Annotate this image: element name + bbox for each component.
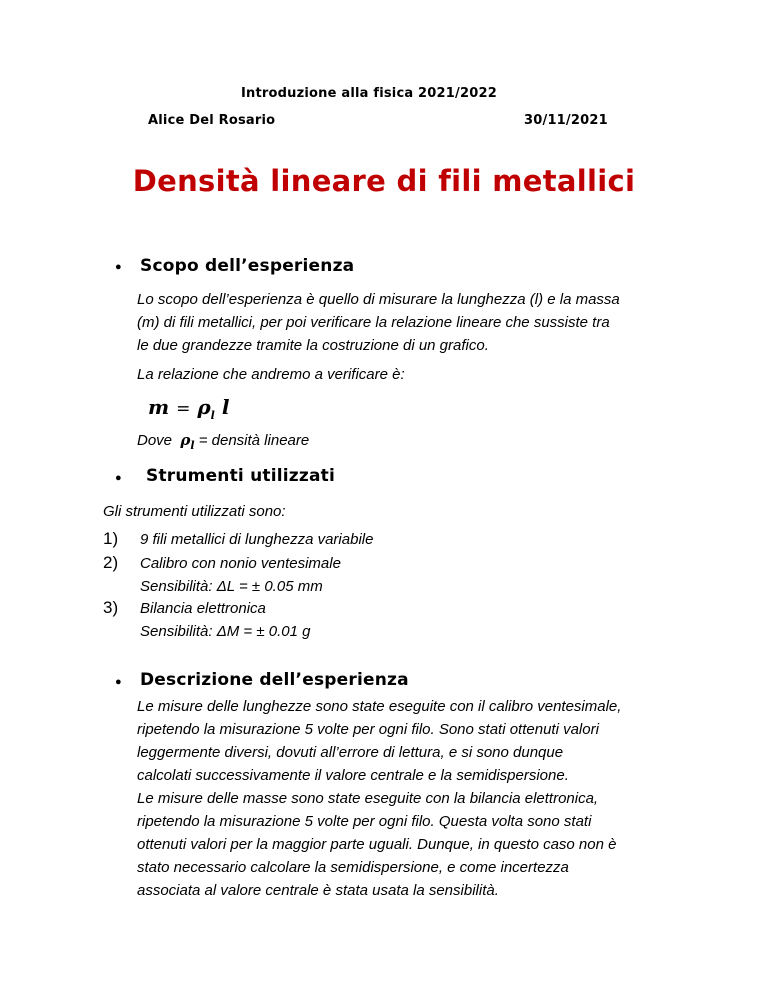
formula-rhs: l (221, 395, 230, 419)
list-number: 3) (103, 598, 119, 617)
paragraph-line: Lo scopo dell’esperienza è quello di misurare la lunghezza (l) e la massa (137, 291, 620, 308)
section-heading-descrizione: Descrizione dell’esperienza (140, 670, 409, 690)
author-name: Alice Del Rosario (148, 113, 276, 128)
list-item: Calibro con nonio ventesimale (140, 555, 341, 572)
list-item: 9 fili metallici di lunghezza variabile (140, 531, 374, 548)
bullet-icon: ● (115, 676, 122, 688)
paragraph-line: le due grandezze tramite la costruzione di un grafico. (137, 337, 489, 354)
list-item-detail: Sensibilità: ΔL = ± 0.05 mm (140, 578, 323, 595)
formula-rho: ρ (197, 395, 211, 419)
paragraph-line: (m) di fili metallici, per poi verificare la relazione lineare che sussiste tra (137, 314, 610, 331)
paragraph-line: Le misure delle lunghezze sono state eseguite con il calibro ventesimale, (137, 698, 622, 715)
instruments-intro: Gli strumenti utilizzati sono: (103, 503, 286, 520)
bullet-icon: ● (115, 472, 122, 484)
report-date: 30/11/2021 (524, 113, 608, 128)
paragraph-line: leggermente diversi, dovuti all’errore di lettura, e si sono dunque (137, 744, 564, 761)
where-meaning: = densità lineare (198, 432, 310, 449)
formula (148, 395, 229, 422)
formula-equals: = (176, 399, 191, 419)
list-number: 2) (103, 553, 119, 572)
paragraph-line: calcolati successivamente il valore centrale e la semidispersione. (137, 767, 569, 784)
paragraph-line: Le misure delle masse sono state eseguite con la bilancia elettronica, (137, 790, 599, 807)
list-item: Bilancia elettronica (140, 600, 266, 617)
formula-subscript: l (210, 409, 215, 422)
paragraph-line: ottenuti valori per la maggior parte uguali. Dunque, in questo caso non è (137, 836, 617, 853)
course-title: Introduzione alla fisica 2021/2022 (241, 86, 497, 101)
document-title: Densità lineare di fili metallici (132, 164, 636, 198)
where-word: Dove (137, 432, 173, 449)
bullet-icon: ● (115, 261, 122, 273)
formula-lhs: m (148, 395, 170, 419)
list-item-detail: Sensibilità: ΔM = ± 0.01 g (140, 623, 311, 640)
section-heading-scopo: Scopo dell’esperienza (140, 256, 355, 276)
paragraph-line: associata al valore centrale è stata usata la sensibilità. (137, 882, 499, 899)
where-symbol: $\rho_l$ (180, 431, 195, 452)
relation-intro: La relazione che andremo a verificare è: (137, 366, 405, 383)
list-number: 1) (103, 529, 119, 548)
section-heading-strumenti: Strumenti utilizzati (146, 466, 335, 486)
where-definition (137, 429, 309, 457)
paragraph-line: ripetendo la misurazione 5 volte per ogni filo. Sono stati ottenuti valori (137, 721, 599, 738)
paragraph-line: ripetendo la misurazione 5 volte per ogni filo. Questa volta sono stati (137, 813, 592, 830)
paragraph-line: stato necessario calcolare la semidispersione, e come incertezza (137, 859, 569, 876)
